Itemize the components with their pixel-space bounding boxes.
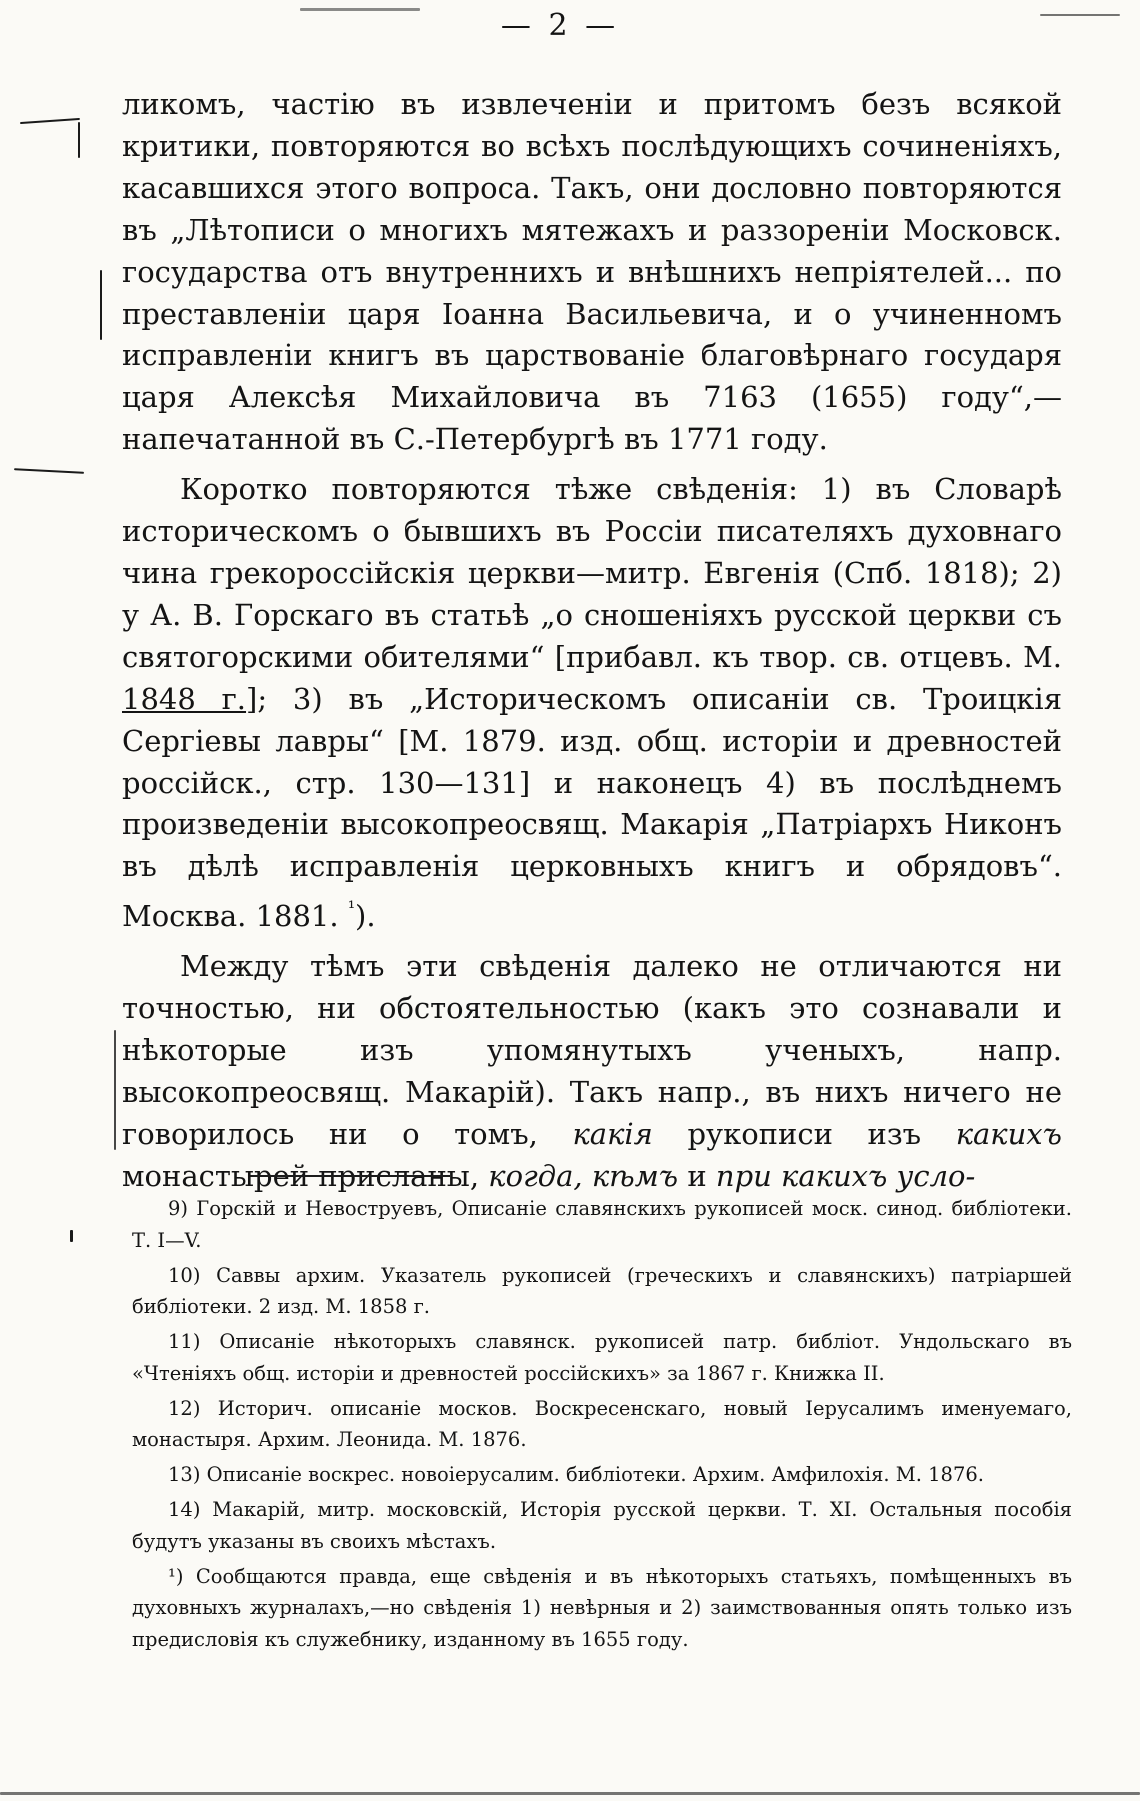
paragraph-3 [122,946,1062,1197]
paragraph-3-italic: при какихъ усло- [715,1158,976,1193]
paragraph-3-run: и [678,1158,716,1193]
scan-mark [1040,14,1120,16]
paragraph-1: ликомъ, частію въ извлеченіи и притомъ безъ всякой критики, повторяются во всѣхъ послѣдующихъ сочиненіяхъ, касавшихся этого вопроса. Такъ, они дословно повторяются въ „Лѣтописи о многихъ мятежахъ и раззореніи Московск. государства отъ внутреннихъ и внѣшнихъ непріятелей... по преставленіи царя Іоанна Васильевича, и о учиненномъ исправленіи книгъ въ царствованіе благовѣрнаго государя царя Алексѣя Михайловича въ 7163 (1655) году“,—напечатанной въ С.-Петербургѣ въ 1771 году. [122,87,1062,457]
scan-mark [70,1230,73,1242]
footnotes [132,1193,1072,1659]
scan-mark [0,1792,1140,1795]
paragraph-3-italic: какихъ [955,1116,1062,1151]
footnote-ref: ¹ [347,898,356,920]
scan-mark [20,118,80,124]
paragraph-2-text: Коротко повторяются тѣже свѣденія: 1) въ Словарѣ историческомъ о бывшихъ въ Россіи писателяхъ духовнаго чина грекороссійскія церкви—митр. Евгенія (Спб. 1818); 2) у А. В. Горскаго въ статьѣ „о сношеніяхъ русской церкви съ святогорскими обителями“ [прибавл. къ твор. св. отцевъ. М. [122,472,1062,674]
scan-mark [78,122,80,158]
paragraph-3-italic: какія [572,1116,653,1151]
paragraph-3-run: Между тѣмъ эти свѣденія далеко не отличаются ни точностью, ни обстоятельностью (какъ это сознавали и нѣкоторые изъ упомянутыхъ ученыхъ, напр. высокопреосвящ. Макарій). Такъ напр., въ нихъ ничего не говорилось ни о томъ, [122,949,1062,1151]
footnote-separator [250,1175,450,1177]
footnote-14: 14) Макарій, митр. московскій, Исторія русской церкви. Т. XI. Остальныя пособія будутъ указаны въ своихъ мѣстахъ. [132,1498,1072,1553]
footnote-1: ¹) Сообщаются правда, еще свѣденія и въ нѣкоторыхъ статьяхъ, помѣщенныхъ въ духовныхъ журналахъ,—но свѣденія 1) невѣрныя и 2) заимствованныя опять только изъ предисловія къ служебнику, изданному въ 1655 году. [132,1564,1072,1651]
scan-mark [114,1030,116,1150]
footnote-9: 9) Горскій и Невоструевъ, Описаніе славянскихъ рукописей моск. синод. библіотеки. Т. I—V. [132,1197,1072,1252]
paragraph-3-italic: когда, кѣмъ [488,1158,679,1193]
scan-mark [300,8,420,11]
footnote-11: 11) Описаніе нѣкоторыхъ славянск. рукописей патр. библіот. Ундольскаго въ «Чтеніяхъ общ. исторіи и древностей россійскихъ» за 1867 г. Книжка II. [132,1330,1072,1385]
paragraph-3-run: рукописи изъ [652,1116,956,1151]
footnote-12: 12) Историч. описаніе москов. Воскресенскаго, новый Іерусалимъ именуемаго, монастыря. Архим. Леонида. М. 1876. [132,1396,1072,1451]
paragraph-2 [122,469,1062,938]
page-number: — 2 — [500,8,620,43]
paragraph-3-run: монастырей присланы, [122,1158,489,1193]
scan-mark [14,468,84,474]
paragraph-2-close: ). [355,899,376,934]
scan-mark [100,270,102,340]
paragraph-2-text-cont: ]; 3) въ „Историческомъ описаніи св. Троицкія Сергіевы лавры“ [М. 1879. изд. общ. исторіи и древностей россійск., стр. 130—131] и наконецъ 4) въ послѣднемъ произведеніи высокопреосвящ. Макарія „Патріархъ Никонъ въ дѣлѣ исправленія церковныхъ книгъ и обрядовъ“. Москва. 1881. [122,681,1063,934]
footnote-10: 10) Саввы архим. Указатель рукописей (греческихъ и славянскихъ) патріаршей библіотеки. 2 изд. М. 1858 г. [132,1263,1072,1318]
footnote-13: 13) Описаніе воскрес. новоіерусалим. библіотеки. Архим. Амфилохія. М. 1876. [168,1463,984,1486]
main-text [122,84,1062,1198]
underlined-year: 1848 г. [122,681,247,716]
